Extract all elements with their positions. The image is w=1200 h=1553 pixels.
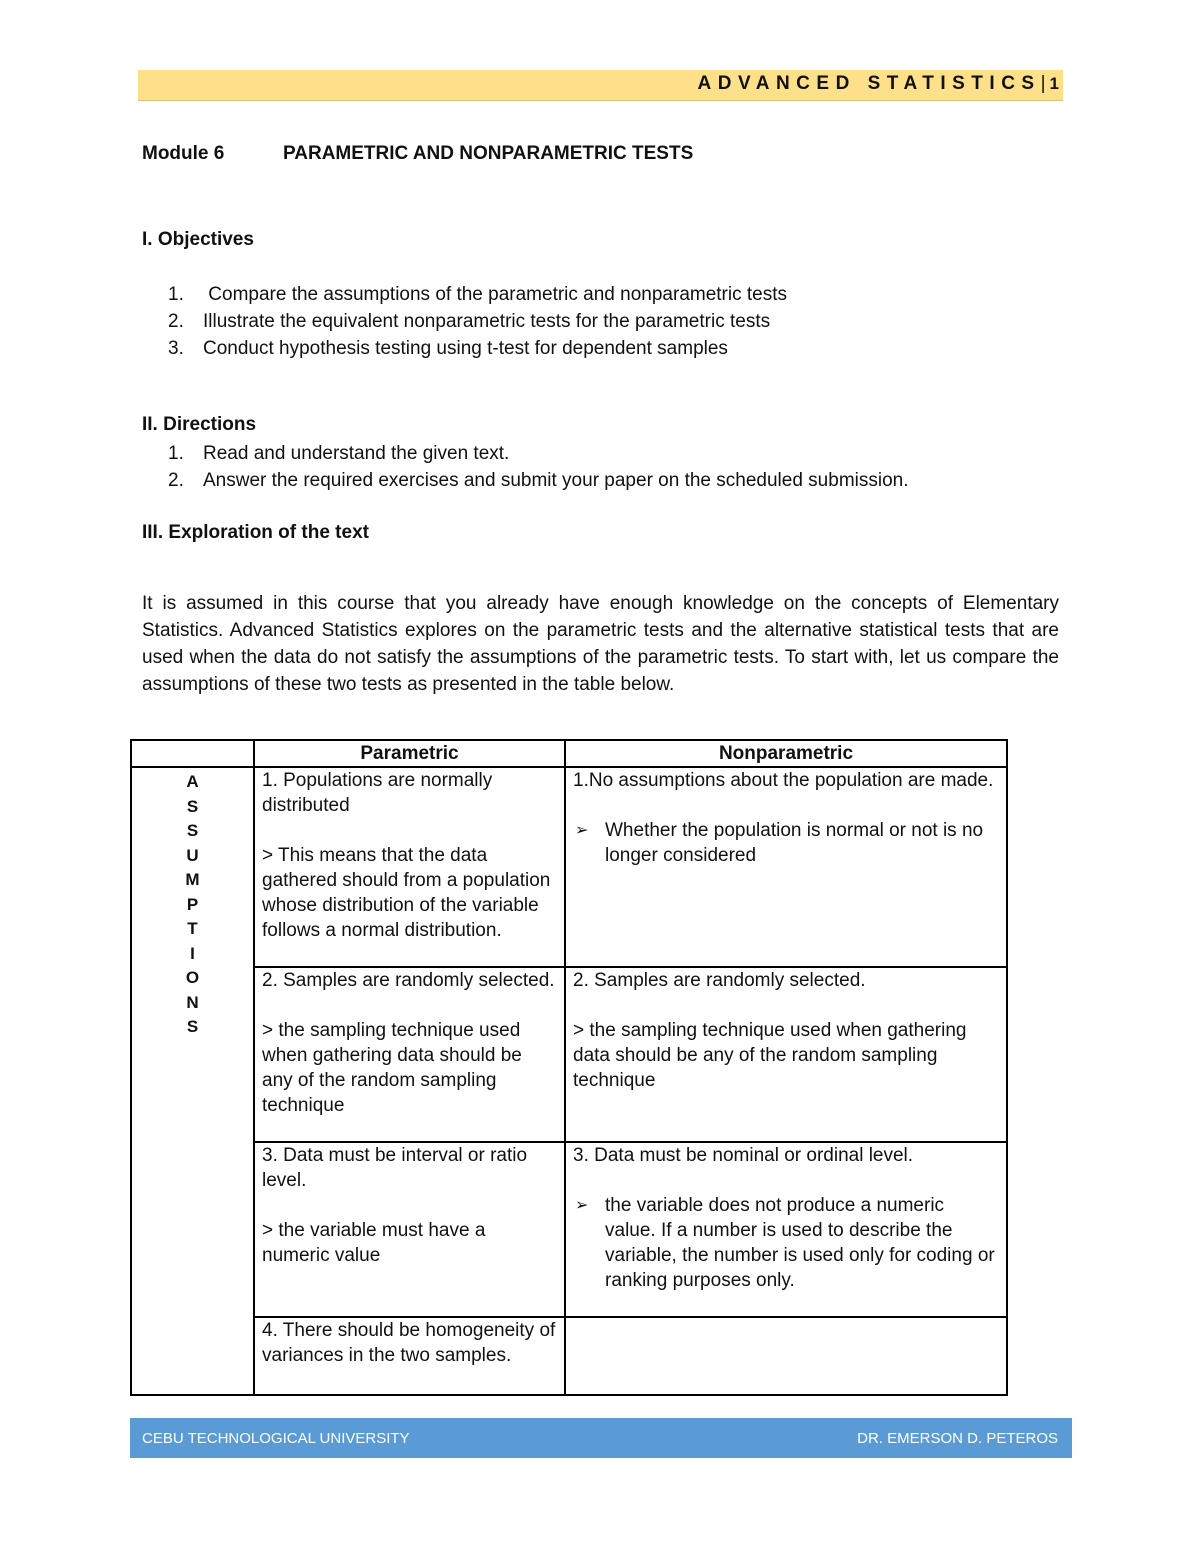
list-item: 1. Read and understand the given text. (168, 443, 510, 464)
header-separator: | (1040, 73, 1046, 94)
nonparametric-cell: 2. Samples are randomly selected. > the sampling technique used when gathering data should be any of the random sampling technique (565, 967, 1007, 1142)
objectives-heading: I. Objectives (142, 229, 254, 250)
list-item: 2. Illustrate the equivalent nonparametric tests for the parametric tests (168, 311, 771, 332)
module-heading: PARAMETRIC AND NONPARAMETRIC TESTS (283, 143, 694, 164)
exploration-heading: III. Exploration of the text (142, 522, 369, 543)
parametric-cell: 2. Samples are randomly selected. > the sampling technique used when gathering data should be any of the random sampling technique (254, 967, 565, 1142)
parametric-cell: 3. Data must be interval or ratio level. > the variable must have a numeric value (254, 1142, 565, 1317)
page-number: 1 (1049, 74, 1059, 93)
column-header-blank (131, 740, 254, 767)
nonparametric-cell: 3. Data must be nominal or ordinal level. ➢ the variable does not produce a numeric value. If a number is used to describe the variable, the number is used only for coding or ranking purposes only. (565, 1142, 1007, 1317)
nonparametric-cell: 1.No assumptions about the population are made. ➢ Whether the population is normal or not is no longer considered (565, 767, 1007, 967)
page-header (138, 70, 1063, 101)
assumptions-table (130, 739, 1008, 1396)
vertical-assumptions-label: A S S U M P T I O N S (131, 767, 254, 1395)
table-row (131, 1142, 1007, 1317)
directions-heading: II. Directions (142, 414, 257, 435)
intro-paragraph: It is assumed in this course that you already have enough knowledge on the concepts of Elementary Statistics. Advanced Statistics explores on the parametric tests and the alternative statistical tests that are used when the data do not satisfy the assumptions of the parametric tests. To start with, let us compare the assumptions of these two tests as presented in the table below. (142, 593, 1059, 695)
directions-list (168, 440, 909, 494)
arrow-bullet-icon: ➢ (575, 1197, 589, 1214)
table-row (131, 1317, 1007, 1395)
parametric-cell: 1. Populations are normally distributed > This means that the data gathered should from a population whose distribution of the variable follows a normal distribution. (254, 767, 565, 967)
module-number: Module 6 (142, 143, 225, 164)
column-header-parametric: Parametric (254, 740, 565, 767)
header-title: ADVANCED STATISTICS (697, 73, 1041, 94)
page-footer (130, 1418, 1072, 1458)
module-title (142, 143, 693, 165)
header-title-line (698, 73, 1063, 95)
footer-university: CEBU TECHNOLOGICAL UNIVERSITY (142, 1430, 410, 1447)
list-item: 1. Compare the assumptions of the parametric and nonparametric tests (168, 284, 788, 305)
objectives-list (168, 281, 787, 362)
parametric-cell: 4. There should be homogeneity of variances in the two samples. (254, 1317, 565, 1395)
arrow-bullet-icon: ➢ (575, 822, 589, 839)
list-item: 3. Conduct hypothesis testing using t-test for dependent samples (168, 338, 728, 359)
column-header-nonparametric: Nonparametric (565, 740, 1007, 767)
footer-author: DR. EMERSON D. PETEROS (857, 1430, 1058, 1447)
list-item: 2. Answer the required exercises and submit your paper on the scheduled submission. (168, 470, 909, 491)
table-header-row (131, 740, 1007, 767)
table-row (131, 967, 1007, 1142)
nonparametric-cell-empty (565, 1317, 1007, 1395)
table-row (131, 767, 1007, 967)
